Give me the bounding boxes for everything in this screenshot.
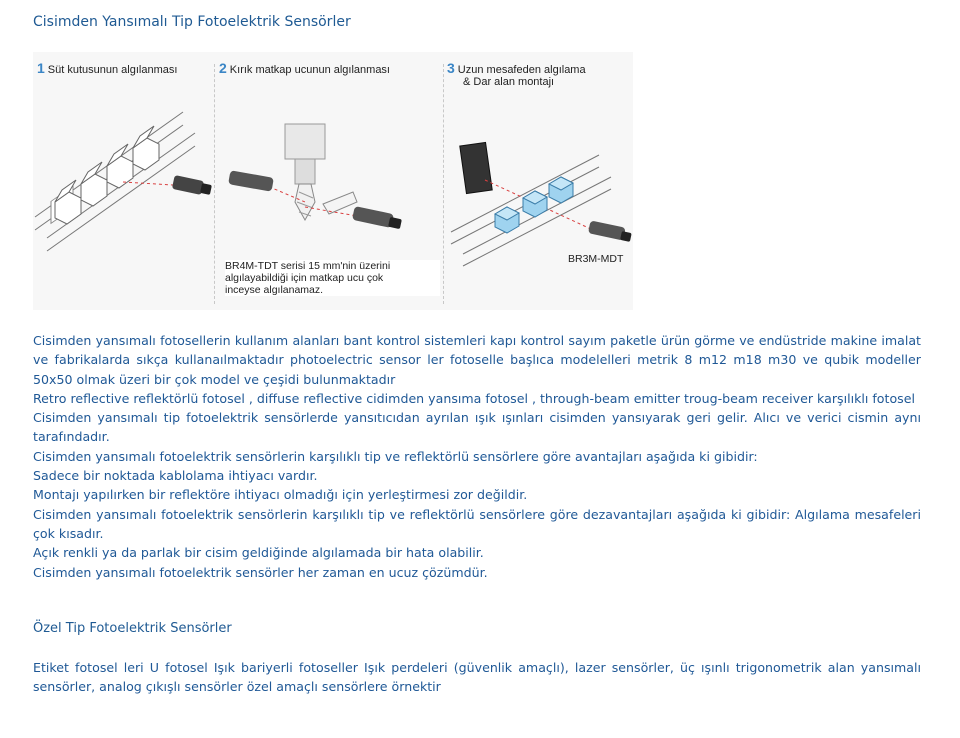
panel-3-caption bbox=[447, 60, 586, 76]
figure-note-line: inceyse algılanamaz. bbox=[225, 284, 324, 296]
paragraph: Cisimden yansımalı tip fotoelektrik sensörlerde yansıtıcıdan ayrılan ışık ışınları cisimden yansıyarak geri gelir. Alıcı ve verici cismin aynı tarafındadır. bbox=[33, 410, 921, 445]
section-title: Özel Tip Fotoelektrik Sensörler bbox=[33, 621, 232, 636]
panel-1-illustration bbox=[35, 112, 212, 251]
panel-3-caption-line2: & Dar alan montajı bbox=[463, 76, 555, 88]
panel-2-caption bbox=[219, 60, 390, 76]
paragraph: Sadece bir noktada kablolama ihtiyacı vardır. bbox=[33, 468, 318, 484]
figure-note-line: BR4M-TDT serisi 15 mm'nin üzerini bbox=[225, 260, 391, 272]
paragraph: Cisimden yansımalı fotoelektrik sensörler her zaman en ucuz çözümdür. bbox=[33, 564, 488, 580]
page-title: Cisimden Yansımalı Tip Fotoelektrik Sensörler bbox=[33, 14, 351, 30]
panel-2-number: 2 bbox=[219, 60, 227, 76]
model-label: BR3M-MDT bbox=[568, 253, 624, 265]
paragraph: Retro reflective reflektörlü fotosel , diffuse reflective cidimden yansıma fotosel , through-beam emitter troug-beam receiver karşılıklı fotosel bbox=[33, 390, 915, 406]
panel-divider bbox=[443, 64, 444, 304]
panel-2-illustration bbox=[228, 124, 402, 229]
figure-note bbox=[225, 260, 440, 296]
paragraph: Montajı yapılırken bir reflektöre ihtiyacı olmadığı için yerleştirmesi zor değildir. bbox=[33, 487, 528, 503]
panel-3-caption-line1: Uzun mesafeden algılama bbox=[457, 64, 586, 76]
panel-1-caption bbox=[37, 60, 177, 76]
panel-3-number: 3 bbox=[447, 60, 455, 76]
paragraph: Cisimden yansımalı fotosellerin kullanım alanları bant kontrol sistemleri kapı kontrol sayım paketle ürün görme ve endüstride makine imalat ve fabrikalarda sıkça kullanaılmaktadır photoelectric sensor ler fotoselle başlıca modelelleri metrik 8 m12 m18 m30 ve qubik modeller 50x50 olmak üzeri bir çok model ve çeşidi bulunmaktadır bbox=[33, 333, 921, 387]
paragraph: Cisimden yansımalı fotoelektrik sensörlerin karşılıklı tip ve reflektörlü sensörlere göre avantajları aşağıda ki gibidir: bbox=[33, 448, 758, 464]
panel-1-caption-text: Süt kutusunun algılanması bbox=[47, 64, 178, 76]
panel-3-illustration bbox=[451, 142, 632, 266]
main-text bbox=[33, 331, 921, 582]
figure-note-line: algılayabildiği için matkap ucu çok bbox=[225, 272, 384, 284]
panel-1-number: 1 bbox=[37, 60, 45, 76]
sensor-application-figure bbox=[33, 52, 633, 310]
panel-2-caption-text: Kırık matkap ucunun algılanması bbox=[229, 64, 390, 76]
panel-divider bbox=[214, 64, 215, 304]
paragraph: Cisimden yansımalı fotoelektrik sensörlerin karşılıklı tip ve reflektörlü sensörlere göre dezavantajları aşağıda ki gibidir: Algılama mesafeleri çok kısadır. bbox=[33, 506, 921, 541]
special-paragraph: Etiket fotosel leri U fotosel Işık bariyerli fotoseller Işık perdeleri (güvenlik amaçlı), lazer sensörler, üç ışınlı trigonometrik alan yansımalı sensörler, analog çıkışlı sensörler özel amaçlı sensörlere örnektir bbox=[33, 660, 921, 695]
paragraph: Açık renkli ya da parlak bir cisim geldiğinde algılamada bir hata olabilir. bbox=[33, 545, 484, 561]
